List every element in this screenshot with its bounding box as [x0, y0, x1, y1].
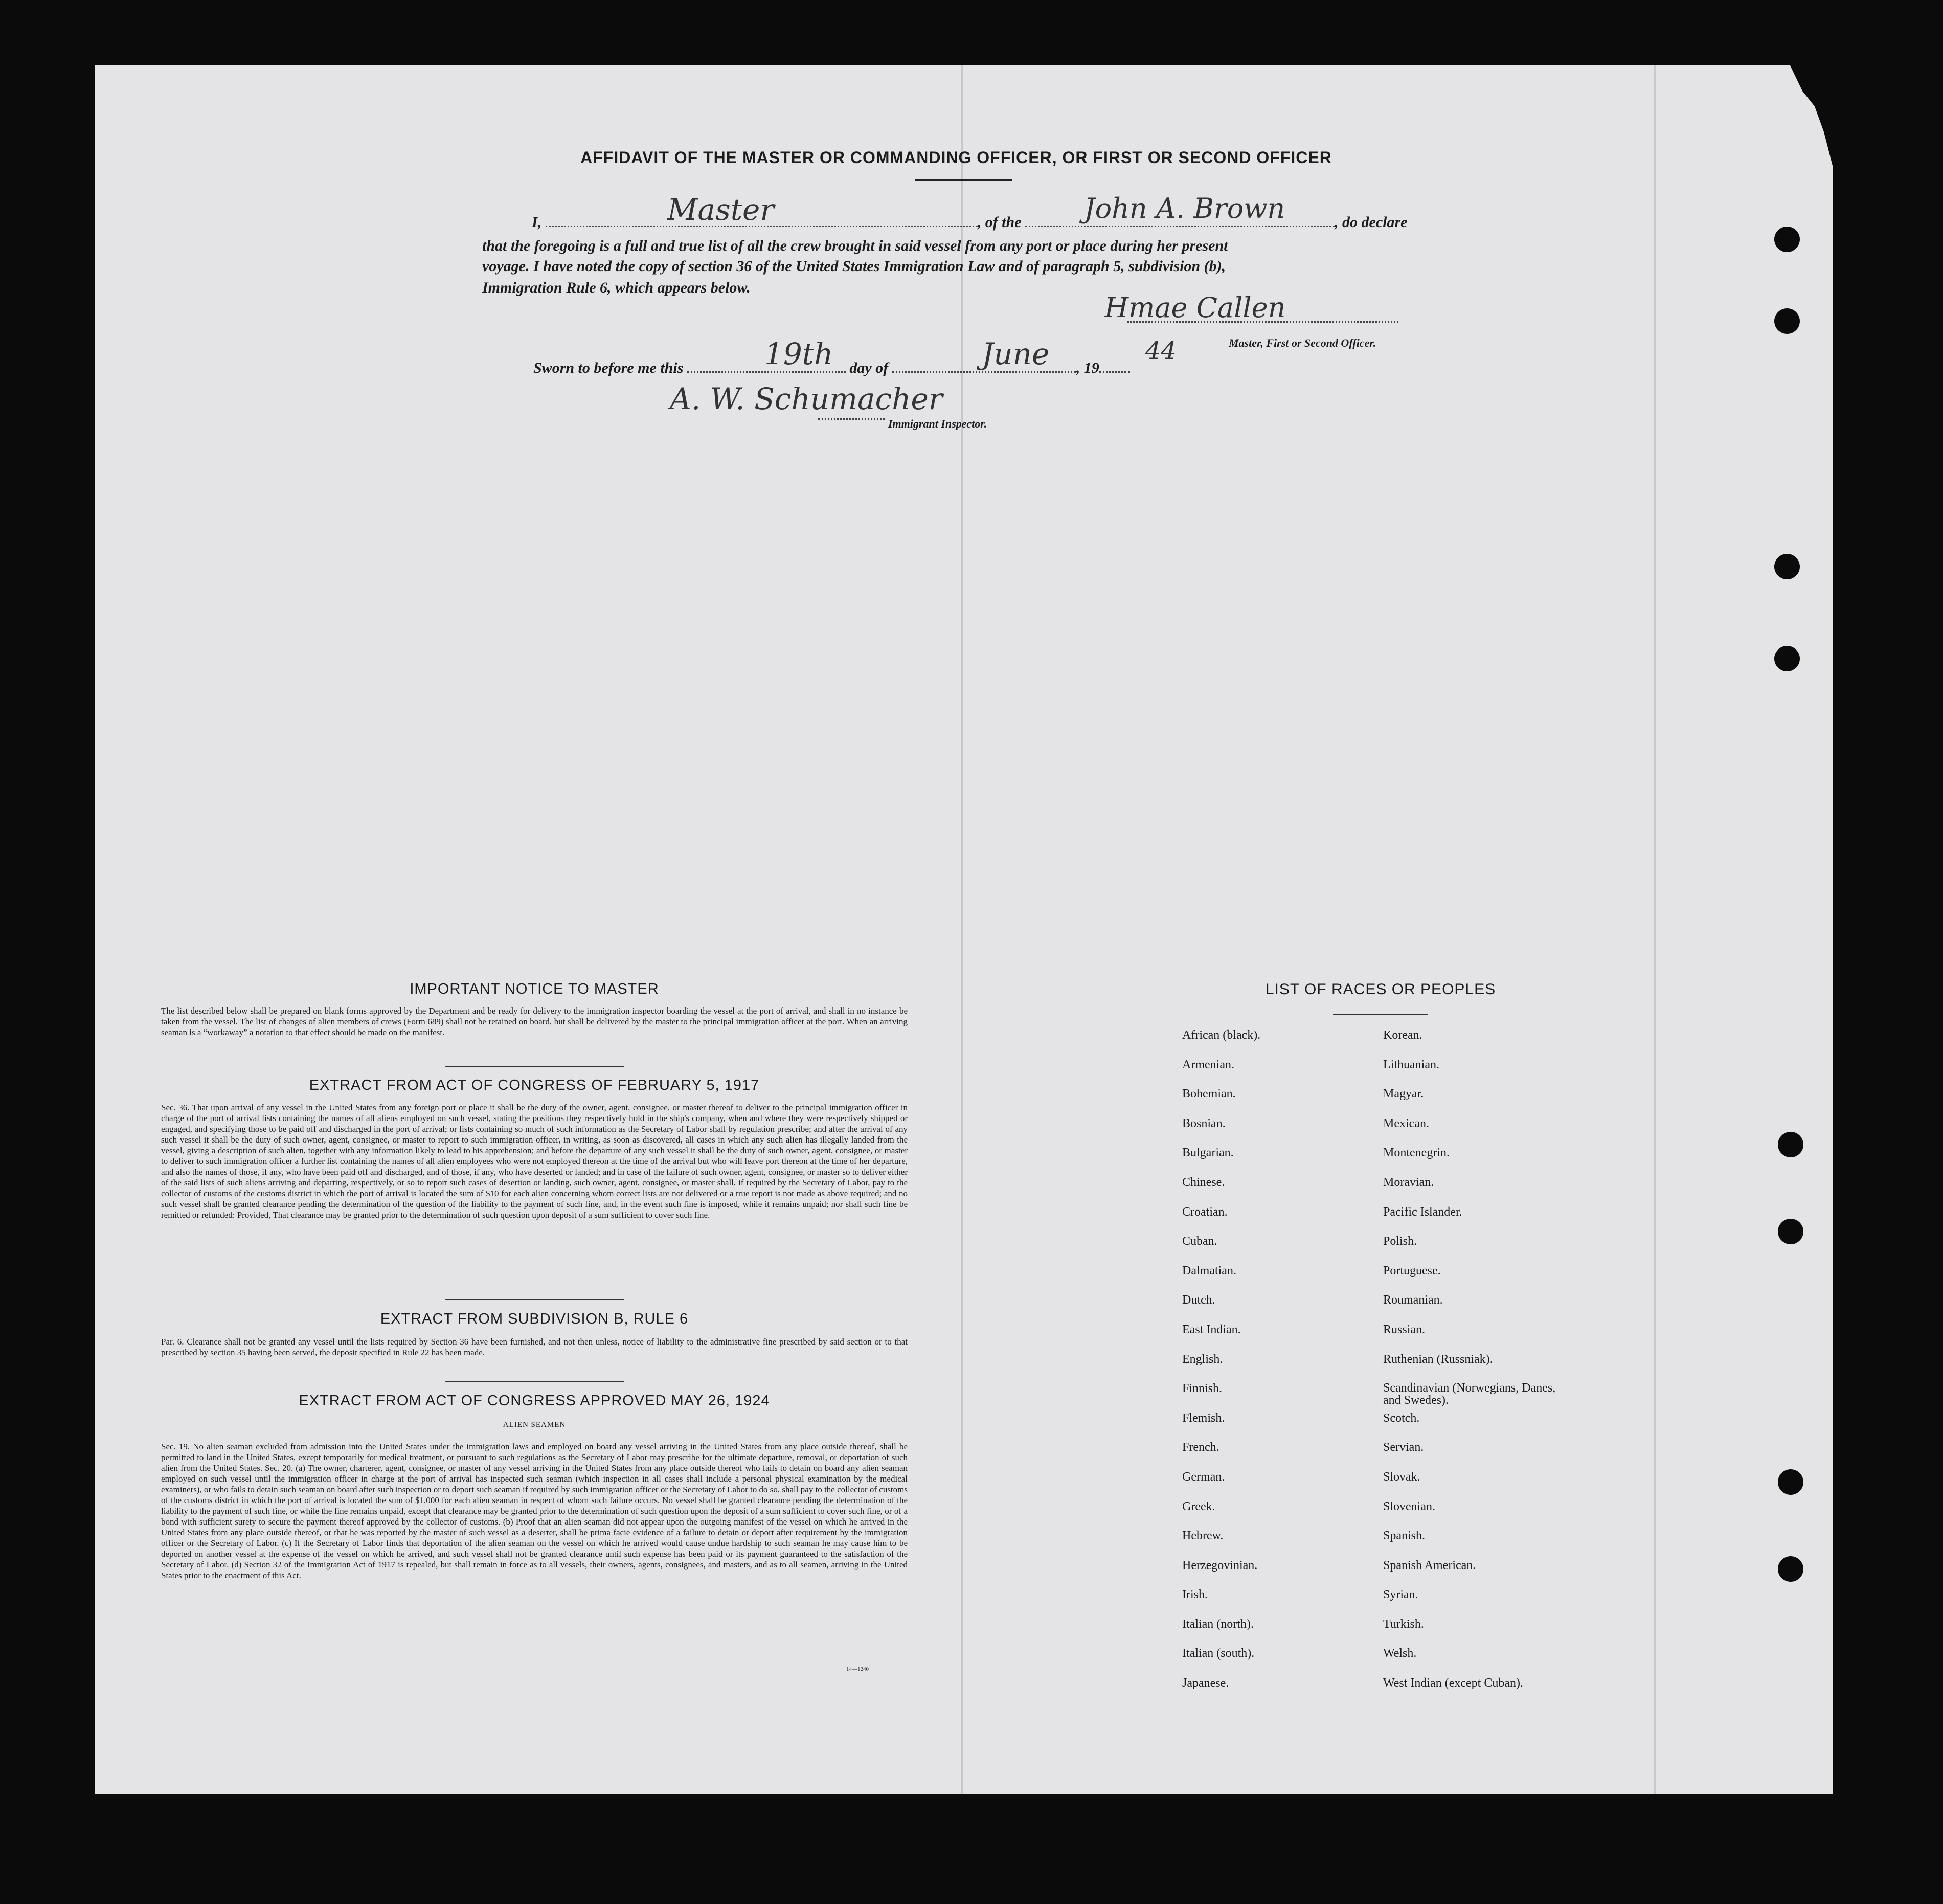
- notice-title: IMPORTANT NOTICE TO MASTER: [410, 981, 659, 997]
- race-item: Slovak.: [1383, 1470, 1420, 1484]
- race-item: East Indian.: [1182, 1323, 1241, 1336]
- handwritten-inspector: A. W. Schumacher: [670, 382, 943, 416]
- form-number: 14—1240: [846, 1666, 869, 1672]
- race-item: Herzegovinian.: [1182, 1558, 1258, 1572]
- race-item: Irish.: [1182, 1588, 1208, 1602]
- label-day-of: day of: [849, 360, 889, 376]
- section-divider: [445, 1299, 624, 1300]
- alien-seamen-subtitle: ALIEN SEAMEN: [503, 1421, 566, 1429]
- year-blank: [1099, 371, 1130, 373]
- handwritten-signature: Hmae Callen: [1104, 292, 1286, 324]
- race-item: Chinese.: [1182, 1175, 1225, 1189]
- sworn-text: Sworn to before me this: [533, 360, 684, 376]
- fold-line: [961, 65, 963, 1794]
- race-item: Turkish.: [1383, 1617, 1424, 1631]
- race-item: Servian.: [1383, 1441, 1424, 1454]
- month-blank: [892, 371, 1076, 373]
- signature-label: Master, First or Second Officer.: [1229, 337, 1376, 349]
- race-item: West Indian (except Cuban).: [1383, 1676, 1523, 1690]
- inspector-label: Immigrant Inspector.: [888, 417, 987, 430]
- punch-hole: [1774, 646, 1800, 671]
- race-item: Welsh.: [1383, 1647, 1417, 1661]
- race-item: Ruthenian (Russniak).: [1383, 1352, 1493, 1366]
- race-item: Croatian.: [1182, 1205, 1228, 1219]
- race-item: Finnish.: [1182, 1382, 1223, 1396]
- race-item: Russian.: [1383, 1323, 1426, 1336]
- punch-hole: [1774, 308, 1800, 334]
- race-item: German.: [1182, 1470, 1225, 1484]
- race-item: Portuguese.: [1383, 1264, 1441, 1278]
- section-divider: [445, 1066, 624, 1067]
- race-item: Scotch.: [1383, 1411, 1420, 1425]
- handwritten-month: June: [982, 337, 1050, 371]
- races-right-column: [1383, 1028, 1567, 1706]
- extract-1917-title: EXTRACT FROM ACT OF CONGRESS OF FEBRUARY 5, 1917: [309, 1077, 760, 1093]
- label-year-prefix: , 19: [1076, 360, 1099, 376]
- handwritten-day: 19th: [764, 337, 833, 371]
- race-item: Bohemian.: [1182, 1087, 1236, 1101]
- race-item: Polish.: [1383, 1235, 1417, 1248]
- race-item: African (black).: [1182, 1028, 1261, 1042]
- race-item: Italian (south).: [1182, 1647, 1255, 1661]
- signature-line: [1127, 321, 1398, 323]
- handwritten-role: Master: [667, 192, 775, 227]
- label-i: I,: [532, 214, 542, 231]
- race-item: Hebrew.: [1182, 1529, 1224, 1543]
- race-item: Greek.: [1182, 1499, 1215, 1513]
- inspector-line: [818, 418, 885, 420]
- race-item: Moravian.: [1383, 1175, 1434, 1189]
- race-item: Spanish American.: [1383, 1558, 1476, 1572]
- race-item: Korean.: [1383, 1028, 1422, 1042]
- races-title-rule: [1333, 1014, 1428, 1015]
- race-item: Flemish.: [1182, 1411, 1225, 1425]
- punch-hole: [1774, 554, 1800, 579]
- vessel-blank: [1025, 226, 1335, 227]
- race-item: Dalmatian.: [1182, 1264, 1236, 1278]
- race-item: Lithuanian.: [1383, 1058, 1439, 1071]
- affidavit-title: AFFIDAVIT OF THE MASTER OR COMMANDING OFFICER, OR FIRST OR SECOND OFFICER: [580, 148, 1332, 167]
- section-divider: [445, 1381, 624, 1382]
- label-of-the: , of the: [977, 214, 1022, 231]
- punch-hole: [1778, 1219, 1803, 1244]
- race-item: Bulgarian.: [1182, 1146, 1234, 1160]
- affidavit-line-4: Immigration Rule 6, which appears below.: [482, 279, 751, 296]
- race-item: Spanish.: [1383, 1529, 1426, 1543]
- day-blank: [687, 371, 846, 373]
- label-do-declare: , do declare: [1335, 214, 1408, 231]
- race-item: French.: [1182, 1441, 1219, 1454]
- race-item: Japanese.: [1182, 1676, 1229, 1690]
- race-item: Mexican.: [1383, 1116, 1429, 1130]
- affidavit-line-3: voyage. I have noted the copy of section 36 of the United States Immigration Law and of paragraph 5, subdivision (b),: [482, 258, 1226, 275]
- extract-1917-body: Sec. 36. That upon arrival of any vessel in the United States from any foreign port or place it shall be the duty of the owner, agent, consignee, or master thereof to deliver to the principal immigration officer in charge of the port of arrival lists containing the names of all aliens employed on such vessel, stating the positions they respectively hold in the ship's company, when and where they were respectively shipped or engaged, and specifying those to be paid off and discharged in the port of arrival; or lists containing so much of such information as the Secretary of Labor shall by regulation prescribe; and after the arrival of any such vessel it shall be the duty of such owner, agent, consignee, or master to report to such immigration officer, in writing, as soon as discovered, all cases in which any such alien has illegally landed from the vessel, giving a description of such alien, together with any information likely to lead to his apprehension; and before the departure of any such vessel it shall be the duty of such owner, agent, consignee, or master to deliver to such immigration officer a further list containing the names of all alien employees who were not employed thereon at the time of the arrival but who will leave port thereon at the time of her departure, and also the names of those, if any, who have been paid off and discharged, and of those, if any, who have deserted or landed; and in case of the failure of such owner, agent, consignee, or master so to deliver either of the said lists of such aliens arriving and departing, respectively, or so to report such cases of desertion or landing, such owner, agent, consignee, or master shall, if required by the Secretary of Labor, pay to the collector of customs of the customs district in which the port of arrival is located the sum of $10 for each alien concerning whom correct lists are not delivered or a true report is not made as above required; and no such vessel shall be granted clearance pending the determination of the question of the liability to the payment of such fine, and, in the event such fine is imposed, while it remains unpaid; nor shall such fine be remitted or refunded: Provided, That clearance may be granted prior to the determination of such question upon deposit of a sum sufficient to cover such fine.: [161, 1103, 908, 1220]
- race-item: Syrian.: [1383, 1588, 1418, 1602]
- race-item: Cuban.: [1182, 1235, 1217, 1248]
- handwritten-year: 44: [1145, 337, 1177, 365]
- races-title: LIST OF RACES OR PEOPLES: [1265, 981, 1496, 998]
- extract-rule6-body: Par. 6. Clearance shall not be granted any vessel until the lists required by Section 36 have been furnished, and not then unless, notice of liability to the administrative fine prescribed by said section or to that prescribed by section 35 having been served, the deposit specified in Rule 22 has been made.: [161, 1337, 908, 1357]
- race-item: Pacific Islander.: [1383, 1205, 1462, 1219]
- race-item: English.: [1182, 1352, 1223, 1366]
- document-page: [95, 65, 1833, 1794]
- extract-1924-body: Sec. 19. No alien seaman excluded from admission into the United States under the immigration laws and employed on board any vessel arriving in the United States from any place outside thereof, shall be permitted to land in the United States, except temporarily for medical treatment, or pursuant to such regulations as the Secretary of Labor may prescribe for the ultimate departure, removal, or deportation of such alien from the United States. Sec. 20. (a) The owner, charterer, agent, consignee, or master of any vessel arriving in the United States from any place outside thereof who fails to detain on board any alien seaman employed on such vessel until the immigration officer in charge at the port of arrival has inspected such seaman (which inspection in all cases shall include a personal physical examination by the medical examiners), or who fails to detain such seaman on board after such inspection or to deport such seaman if required by such immigration officer or the Secretary of Labor to do so, shall pay to the collector of customs of the customs district in which the port of arrival is located the sum of $1,000 for each alien seaman in respect of whom such failure occurs. No vessel shall be granted clearance pending the determination of the liability to the payment of such fine, or while the fine remains unpaid, except that clearance may be granted prior to the determination of such question upon the deposit of a sum sufficient to cover such fine, or of a bond with sufficient surety to secure the payment thereof approved by the collector of customs. (b) Proof that an alien seaman did not appear upon the outgoing manifest of the vessel on which he arrived in the United States from any place outside thereof, or that he was reported by the master of such vessel as a deserter, shall be prima facie evidence of a failure to detain or deport after requirement by the immigration officer or the Secretary of Labor. (c) If the Secretary of Labor finds that deportation of the alien seaman on the vessel on which he arrived would cause undue hardship to such seaman he may cause him to be deported on another vessel at the expense of the vessel on which he arrived, and such vessel shall not be granted clearance until such expense has been paid or its payment guaranteed to the satisfaction of the Secretary of Labor. (d) Section 32 of the Immigration Act of 1917 is repealed, but shall remain in force as to all vessels, their owners, agents, consignees, and masters, and as to all seamen, arriving in the United States prior to the enactment of this Act.: [161, 1442, 908, 1580]
- race-item: Slovenian.: [1383, 1499, 1435, 1513]
- punch-hole: [1778, 1132, 1803, 1157]
- bleed-through-line: [1654, 65, 1656, 1794]
- handwritten-vessel-name: John A. Brown: [1084, 192, 1285, 225]
- race-item: Bosnian.: [1182, 1116, 1226, 1130]
- extract-rule6-title: EXTRACT FROM SUBDIVISION B, RULE 6: [380, 1311, 689, 1327]
- title-rule: [915, 179, 1012, 181]
- punch-hole: [1774, 227, 1800, 252]
- race-item: Montenegrin.: [1383, 1146, 1450, 1160]
- extract-1924-title: EXTRACT FROM ACT OF CONGRESS APPROVED MAY 26, 1924: [299, 1393, 770, 1409]
- race-item: Magyar.: [1383, 1087, 1424, 1101]
- race-item: Roumanian.: [1383, 1293, 1443, 1307]
- affidavit-line-2: that the foregoing is a full and true list of all the crew brought in said vessel from any port or place during her present: [482, 237, 1228, 254]
- race-item: Dutch.: [1182, 1293, 1215, 1307]
- punch-hole: [1778, 1469, 1803, 1495]
- punch-hole: [1778, 1556, 1803, 1582]
- races-left-column: [1182, 1028, 1260, 1706]
- race-item: Scandinavian (Norwegians, Danes, and Swedes).: [1383, 1381, 1556, 1407]
- race-item: Armenian.: [1182, 1058, 1234, 1071]
- race-item: Italian (north).: [1182, 1617, 1254, 1631]
- notice-body: The list described below shall be prepared on blank forms approved by the Department and be ready for delivery to the immigration inspector boarding the vessel at the port of arrival, and shall in no instance be taken from the vessel. The list of changes of alien members of crews (Form 689) shall not be retained on board, but shall be delivered by the master to the principal immigration officer at the port. When an arriving seaman is a “workaway” a notation to that effect should be made on the manifest.: [161, 1006, 908, 1037]
